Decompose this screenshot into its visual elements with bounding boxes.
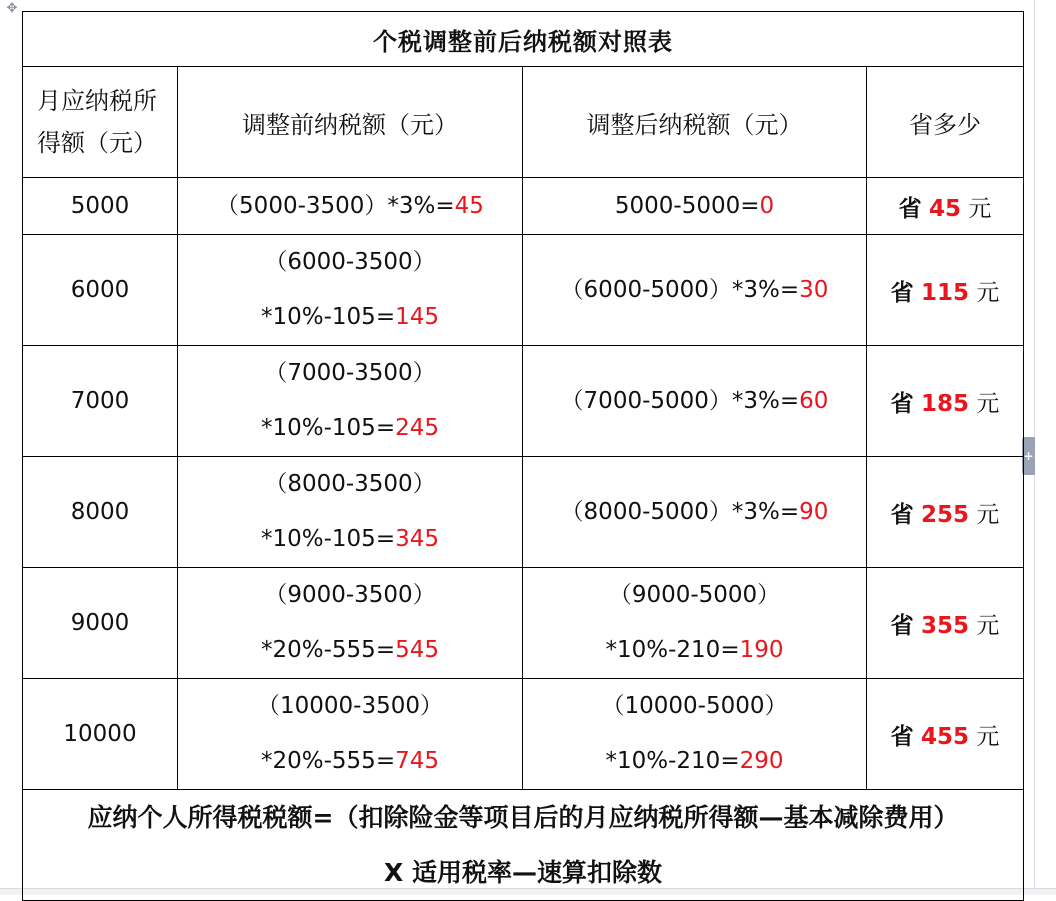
before-tax-cell (178, 178, 523, 235)
before-tax-cell (178, 679, 523, 790)
before-tax-expression: （5000-3500）*3%= (216, 192, 455, 219)
income-cell (23, 235, 178, 346)
formula-footer (23, 790, 1024, 901)
after-tax-line-2 (523, 734, 866, 789)
after-tax-expression: 5000-5000= (614, 192, 760, 219)
saved-prefix: 省 (890, 501, 914, 528)
after-tax-cell (523, 235, 867, 346)
before-tax-line-1 (178, 179, 522, 234)
saved-unit: 元 (976, 390, 1000, 417)
table-row (23, 178, 1024, 235)
before-tax-expression-2: *20%-555= (261, 637, 396, 663)
income-value: 9000 (70, 610, 130, 636)
saved-value: 115 (920, 279, 969, 306)
after-tax-cell (523, 568, 867, 679)
saved-unit: 元 (968, 195, 992, 222)
table-row (23, 457, 1024, 568)
before-tax-line-1 (178, 679, 522, 734)
before-tax-cell (178, 457, 523, 568)
after-tax-value: 290 (739, 748, 784, 774)
income-value: 8000 (70, 499, 130, 525)
table-title: 个税调整前后纳税额对照表 (23, 12, 1024, 67)
saved-cell (867, 679, 1024, 790)
income-cell (23, 457, 178, 568)
after-tax-line-1 (523, 374, 866, 429)
saved-unit: 元 (976, 723, 1000, 750)
income-value: 6000 (70, 277, 130, 303)
before-tax-value: 245 (395, 415, 439, 441)
before-tax-value: 545 (395, 637, 439, 663)
table-row (23, 346, 1024, 457)
saved-prefix: 省 (890, 723, 914, 750)
before-tax-line-1 (178, 457, 522, 512)
after-tax-value: 90 (799, 498, 829, 525)
before-tax-expression: （7000-3500） (264, 360, 436, 386)
income-cell (23, 568, 178, 679)
after-tax-expression-2: *10%-210= (605, 637, 740, 663)
after-tax-cell (523, 178, 867, 235)
before-tax-line-1 (178, 235, 522, 290)
formula-line-1: 应纳个人所得税税额=（扣除险金等项目后的月应纳税所得额—基本减除费用） (87, 803, 959, 832)
saved-cell (867, 568, 1024, 679)
saved-prefix: 省 (898, 195, 922, 222)
before-tax-expression: （9000-3500） (264, 582, 436, 608)
table-row (23, 235, 1024, 346)
saved-prefix: 省 (890, 279, 914, 306)
before-tax-cell (178, 235, 523, 346)
after-tax-line-1 (523, 679, 866, 734)
saved-value: 355 (920, 612, 969, 639)
after-tax-cell (523, 679, 867, 790)
before-tax-line-2 (178, 623, 522, 678)
after-tax-value: 0 (759, 192, 775, 219)
after-tax-line-1 (523, 263, 866, 318)
after-tax-line-1 (523, 568, 866, 623)
saved-unit: 元 (976, 612, 1000, 639)
income-cell (23, 178, 178, 235)
after-tax-expression: （10000-5000） (601, 693, 788, 719)
header-income: 月应纳税所得额（元） (23, 67, 178, 178)
saved-cell (867, 235, 1024, 346)
before-tax-line-2 (178, 512, 522, 567)
saved-value: 455 (920, 723, 969, 750)
tax-comparison-table (22, 11, 1024, 901)
after-tax-value: 60 (799, 387, 829, 414)
after-tax-cell (523, 457, 867, 568)
before-tax-expression-2: *10%-105= (261, 526, 396, 552)
before-tax-line-1 (178, 346, 522, 401)
after-tax-expression: （9000-5000） (608, 582, 781, 608)
before-tax-value: 145 (395, 304, 439, 330)
before-tax-expression-2: *10%-105= (261, 304, 396, 330)
saved-value: 185 (920, 390, 969, 417)
after-tax-expression: （6000-5000）*3%= (560, 276, 800, 303)
before-tax-value: 345 (395, 526, 439, 552)
saved-prefix: 省 (890, 612, 914, 639)
income-value: 5000 (70, 193, 130, 219)
saved-value: 45 (928, 195, 961, 222)
before-tax-expression: （8000-3500） (264, 471, 436, 497)
before-tax-line-2 (178, 401, 522, 456)
saved-unit: 元 (976, 279, 1000, 306)
header-saved: 省多少 (867, 67, 1024, 178)
before-tax-expression: （6000-3500） (264, 249, 436, 275)
saved-cell (867, 457, 1024, 568)
table-move-handle-icon[interactable]: ✥ (6, 1, 18, 16)
before-tax-value: 745 (395, 748, 439, 774)
after-tax-expression: （7000-5000）*3%= (560, 387, 800, 414)
before-tax-line-2 (178, 290, 522, 345)
formula-line-2: X 适用税率—速算扣除数 (384, 858, 662, 887)
income-value: 7000 (70, 388, 130, 414)
saved-cell (867, 346, 1024, 457)
after-tax-expression-2: *10%-210= (605, 748, 740, 774)
income-cell (23, 346, 178, 457)
before-tax-line-2 (178, 734, 522, 789)
after-tax-value: 30 (799, 276, 829, 303)
income-cell (23, 679, 178, 790)
before-tax-line-1 (178, 568, 522, 623)
after-tax-line-2 (523, 623, 866, 678)
saved-value: 255 (920, 501, 969, 528)
income-value: 10000 (63, 721, 137, 747)
before-tax-value: 45 (454, 192, 484, 219)
after-tax-cell (523, 346, 867, 457)
before-tax-cell (178, 346, 523, 457)
saved-cell (867, 178, 1024, 235)
header-after: 调整后纳税额（元） (523, 67, 867, 178)
table-row (23, 568, 1024, 679)
before-tax-expression-2: *10%-105= (261, 415, 396, 441)
side-expand-plus-icon[interactable]: + (1022, 437, 1035, 475)
after-tax-line-1 (523, 179, 866, 234)
after-tax-value: 190 (739, 637, 784, 663)
after-tax-line-1 (523, 485, 866, 540)
table-row (23, 679, 1024, 790)
before-tax-expression-2: *20%-555= (261, 748, 396, 774)
after-tax-expression: （8000-5000）*3%= (560, 498, 800, 525)
header-before: 调整前纳税额（元） (178, 67, 523, 178)
saved-prefix: 省 (890, 390, 914, 417)
before-tax-expression: （10000-3500） (257, 693, 443, 719)
saved-unit: 元 (976, 501, 1000, 528)
before-tax-cell (178, 568, 523, 679)
